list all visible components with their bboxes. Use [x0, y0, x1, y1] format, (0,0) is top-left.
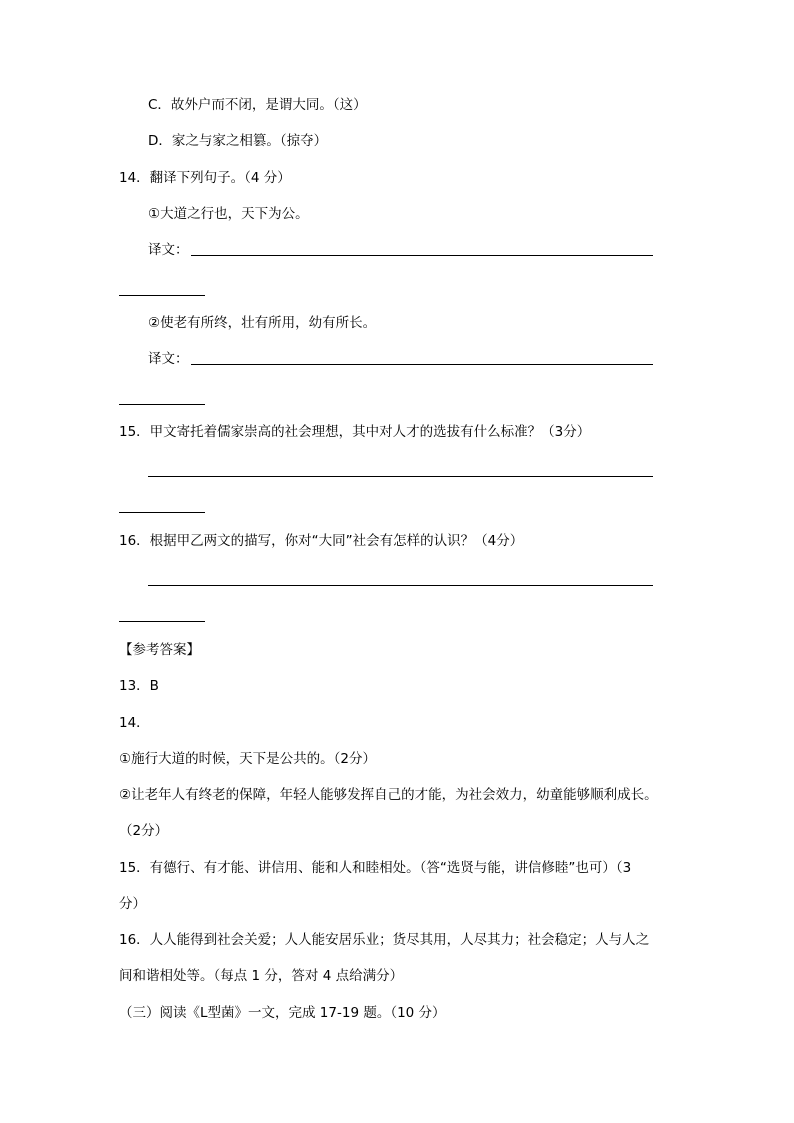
answer-16-line2: 间和谐相处等。（每点 1 分，答对 4 点给满分）	[119, 968, 404, 984]
answer-blank-line[interactable]	[191, 364, 653, 365]
answer-14-1: ①施行大道的时候，天下是公共的。（2分）	[119, 751, 376, 767]
answer-blank-continuation[interactable]	[119, 621, 205, 622]
answer-14-2-line1: ②让老年人有终老的保障，年轻人能够发挥自己的才能，为社会效力，幼童能够顺利成长。	[119, 787, 658, 803]
answer-label: 译文：	[148, 351, 189, 367]
answers-heading: 【参考答案】	[119, 642, 200, 658]
answer-13: 13．B	[119, 678, 159, 694]
answer-14-label: 14．	[119, 715, 150, 731]
answer-blank-continuation[interactable]	[119, 404, 205, 405]
question14-sentence1: ①大道之行也，天下为公。	[148, 206, 309, 222]
question14-answer2-row	[148, 350, 653, 368]
question14-sentence2: ②使老有所终，壮有所用，幼有所长。	[148, 315, 377, 331]
question15-stem: 15．甲文寄托着儒家崇高的社会理想，其中对人才的选拔有什么标准？（3分）	[119, 424, 591, 440]
answer-blank-line[interactable]	[191, 255, 653, 256]
question14-answer1-row	[148, 241, 653, 259]
question16-stem: 16．根据甲乙两文的描写，你对“大同”社会有怎样的认识？（4分）	[119, 533, 524, 549]
answer-blank-continuation[interactable]	[119, 295, 205, 296]
answer-16-line1: 16．人人能得到社会关爱；人人能安居乐业；货尽其用，人尽其力；社会稳定；人与人之	[119, 932, 650, 948]
question13-option-c: C．故外户而不闭，是谓大同。（这）	[148, 97, 367, 113]
answer-15-line1: 15．有德行、有才能、讲信用、能和人和睦相处。（答“选贤与能，讲信修睦”也可）（3	[119, 860, 632, 876]
question13-option-d: D．家之与家之相篡。（掠夺）	[148, 133, 328, 149]
next-section-heading: （三）阅读《L型菌》一文，完成 17-19 题。（10 分）	[119, 1005, 446, 1021]
answer-14-2-line2: （2分）	[119, 823, 169, 839]
answer-blank-line[interactable]	[148, 476, 653, 477]
question14-stem: 14．翻译下列句子。（4 分）	[119, 170, 291, 186]
answer-blank-line[interactable]	[148, 585, 653, 586]
answer-label: 译文：	[148, 242, 189, 258]
answer-blank-continuation[interactable]	[119, 512, 205, 513]
answer-15-line2: 分）	[119, 896, 146, 912]
